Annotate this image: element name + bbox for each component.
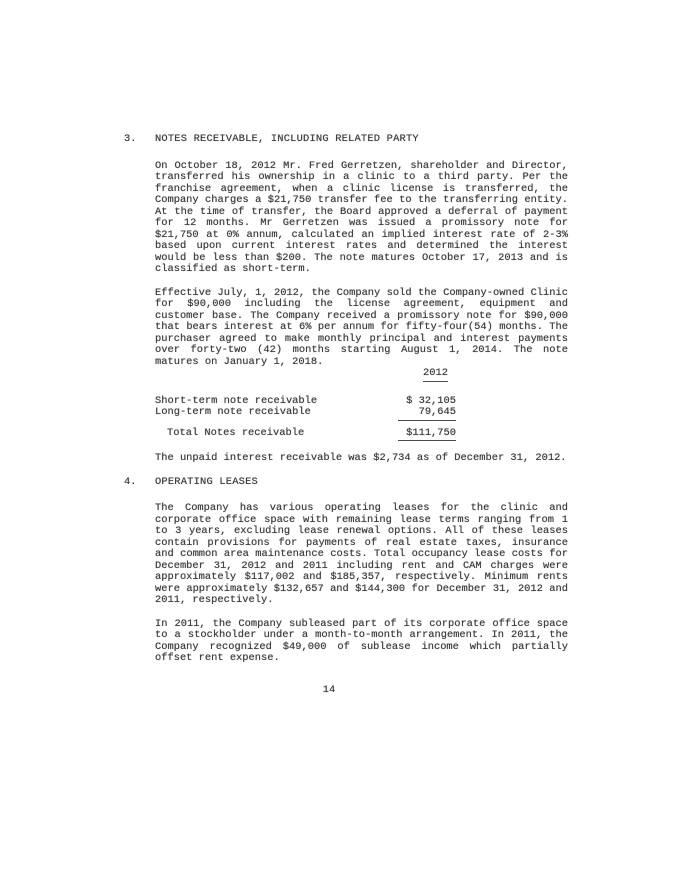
- section-operating-leases: [124, 477, 690, 665]
- page-number: 14: [322, 683, 336, 696]
- section-number: 3.: [124, 133, 137, 145]
- paragraph: The Company has various operating leases for the clinic and corporate office space with remaining lease terms ranging from 1 to 3 years, excluding lease renewal options. All of these leases contain provisions for payments of real estate taxes, insurance and common area maintenance costs. Total occupancy lease costs for December 31, 2012 and 2011 including rent and CAM charges were approximately $117,002 and $185,357, respectively. Minimum rents were approximately $132,657 and $144,300 for December 31, 2012 and 2011, respectively.: [155, 502, 568, 606]
- paragraph: In 2011, the Company subleased part of its corporate office space to a stockholder under a month-to-month arrangement. In 2011, the Company recognized $49,000 of sublease income which partially offset rent expense.: [155, 617, 568, 664]
- section-title: NOTES RECEIVABLE, INCLUDING RELATED PARTY: [155, 133, 419, 145]
- row-label: Short-term note receivable: [155, 394, 318, 407]
- section-number: 4.: [124, 475, 137, 488]
- section-heading: [124, 477, 690, 489]
- page-footer: [0, 685, 674, 697]
- table-year-header-row: [155, 368, 456, 382]
- paragraph: On October 18, 2012 Mr. Fred Gerretzen, shareholder and Director, transferred his ownership in a clinic to a third party. Per the franchise agreement, when a clinic license is transferred, the Company charges a $21,750 transfer fee to the transferring entity. At the time of transfer, the Board approved a deferral of payment for 12 months. Mr Gerretzen was issued a promissory note for $21,750 at 0% annum, calculated an implied interest rate of 2-3% based upon current interest rates and determined the interest would be less than $200. The note matures October 17, 2013 and is classified as short-term.: [155, 159, 568, 275]
- section-body: [155, 161, 568, 465]
- table-row: [155, 407, 456, 421]
- paragraph: Effective July, 1, 2012, the Company sold the Company-owned Clinic for $90,000 including the license agreement, equipment and customer base. The Company received a promissory note for $90,000 that bears interest at 6% per annum for fifty-four(54) months. The purchaser agreed to make monthly principal and interest payments over forty-two (42) months starting August 1, 2014. The note matures on January 1, 2018.: [155, 286, 568, 368]
- paragraph: The unpaid interest receivable was $2,734 as of December 31, 2012.: [155, 452, 567, 464]
- section-title: OPERATING LEASES: [155, 475, 258, 488]
- notes-receivable-table: [155, 368, 456, 441]
- row-amount: $ 32,105: [406, 394, 456, 407]
- section-heading: [124, 134, 690, 146]
- total-amount: $111,750: [398, 428, 456, 442]
- table-total-row: [155, 428, 456, 442]
- table-year-header: 2012: [423, 368, 448, 382]
- section-body: [155, 503, 568, 665]
- total-label: Total Notes receivable: [167, 426, 305, 439]
- section-notes-receivable: [124, 134, 690, 465]
- row-label: Long-term note receivable: [155, 406, 311, 418]
- row-amount: 79,645: [398, 407, 456, 421]
